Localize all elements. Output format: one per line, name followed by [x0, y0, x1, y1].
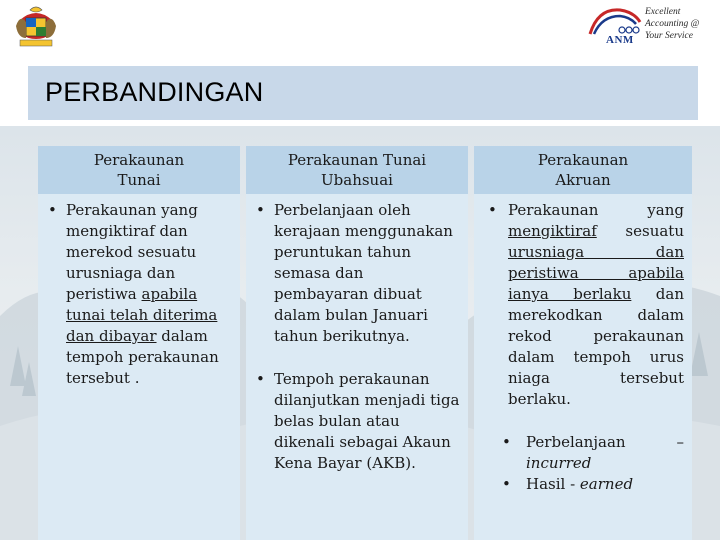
- column-header-line: Perakaunan: [537, 151, 629, 169]
- column-header: [38, 146, 240, 194]
- list-item-text: dan merekodkan dalam rekod perakaunan dalam tempoh urus niaga tersebut berlaku.: [508, 285, 684, 408]
- motto-line: Your Service: [645, 31, 693, 41]
- underlined-text: urusniaga dan peristiwa apabila ianya berlaku: [508, 243, 684, 303]
- motto-line: Accounting @: [645, 19, 700, 29]
- motto-line: Excellent: [645, 7, 681, 17]
- underlined-text: mengiktiraf: [508, 222, 597, 240]
- motto: [645, 6, 717, 42]
- term-label: • Perbelanjaan: [526, 433, 626, 451]
- list-item: • Tempoh perakaunan dilanjutkan menjadi tiga belas bulan atau dikenali sebagai Akaun Kena Bayar (AKB).: [246, 369, 468, 474]
- column-perakaunan-akruan: [474, 146, 692, 540]
- column-header-line: Tunai: [117, 171, 161, 189]
- term-dash: –: [676, 433, 684, 451]
- column-header: [246, 146, 468, 194]
- term-label: Hasil -: [526, 475, 580, 493]
- underlined-text: apabila tunai telah diterima dan dibayar: [66, 285, 218, 345]
- list-item-text: dalam tempoh perakaunan tersebut .: [66, 327, 219, 387]
- list-item-text: Perakaunan yang: [508, 201, 684, 219]
- term-english: incurred: [526, 454, 592, 472]
- column-header-line: Perakaunan Tunai: [287, 151, 427, 169]
- list-item-text: Perakaunan yang mengiktiraf dan merekod sesuatu urusniaga dan peristiwa: [66, 201, 198, 303]
- list-item: • Perbelanjaan oleh kerajaan menggunakan peruntukan tahun semasa dan pembayaran dibuat dalam bulan Januari tahun berikutnya.: [246, 200, 468, 347]
- term-english: earned: [579, 475, 634, 493]
- page-title: PERBANDINGAN: [45, 77, 264, 107]
- anm-logo-text: ANM: [606, 34, 634, 46]
- list-item: [38, 200, 240, 389]
- term-item: [474, 474, 692, 495]
- list-item: [474, 200, 692, 410]
- list-item-text: sesuatu: [596, 222, 684, 240]
- column-header-line: Perakaunan: [93, 151, 185, 169]
- term-item: [474, 432, 692, 474]
- column-header: [474, 146, 692, 194]
- coat-of-arms-icon: [14, 4, 58, 48]
- column-header-line: Ubahsuai: [321, 171, 393, 189]
- column-perakaunan-tunai-ubahsuai: [246, 146, 468, 540]
- column-header-line: Akruan: [555, 171, 611, 189]
- column-perakaunan-tunai: [38, 146, 240, 540]
